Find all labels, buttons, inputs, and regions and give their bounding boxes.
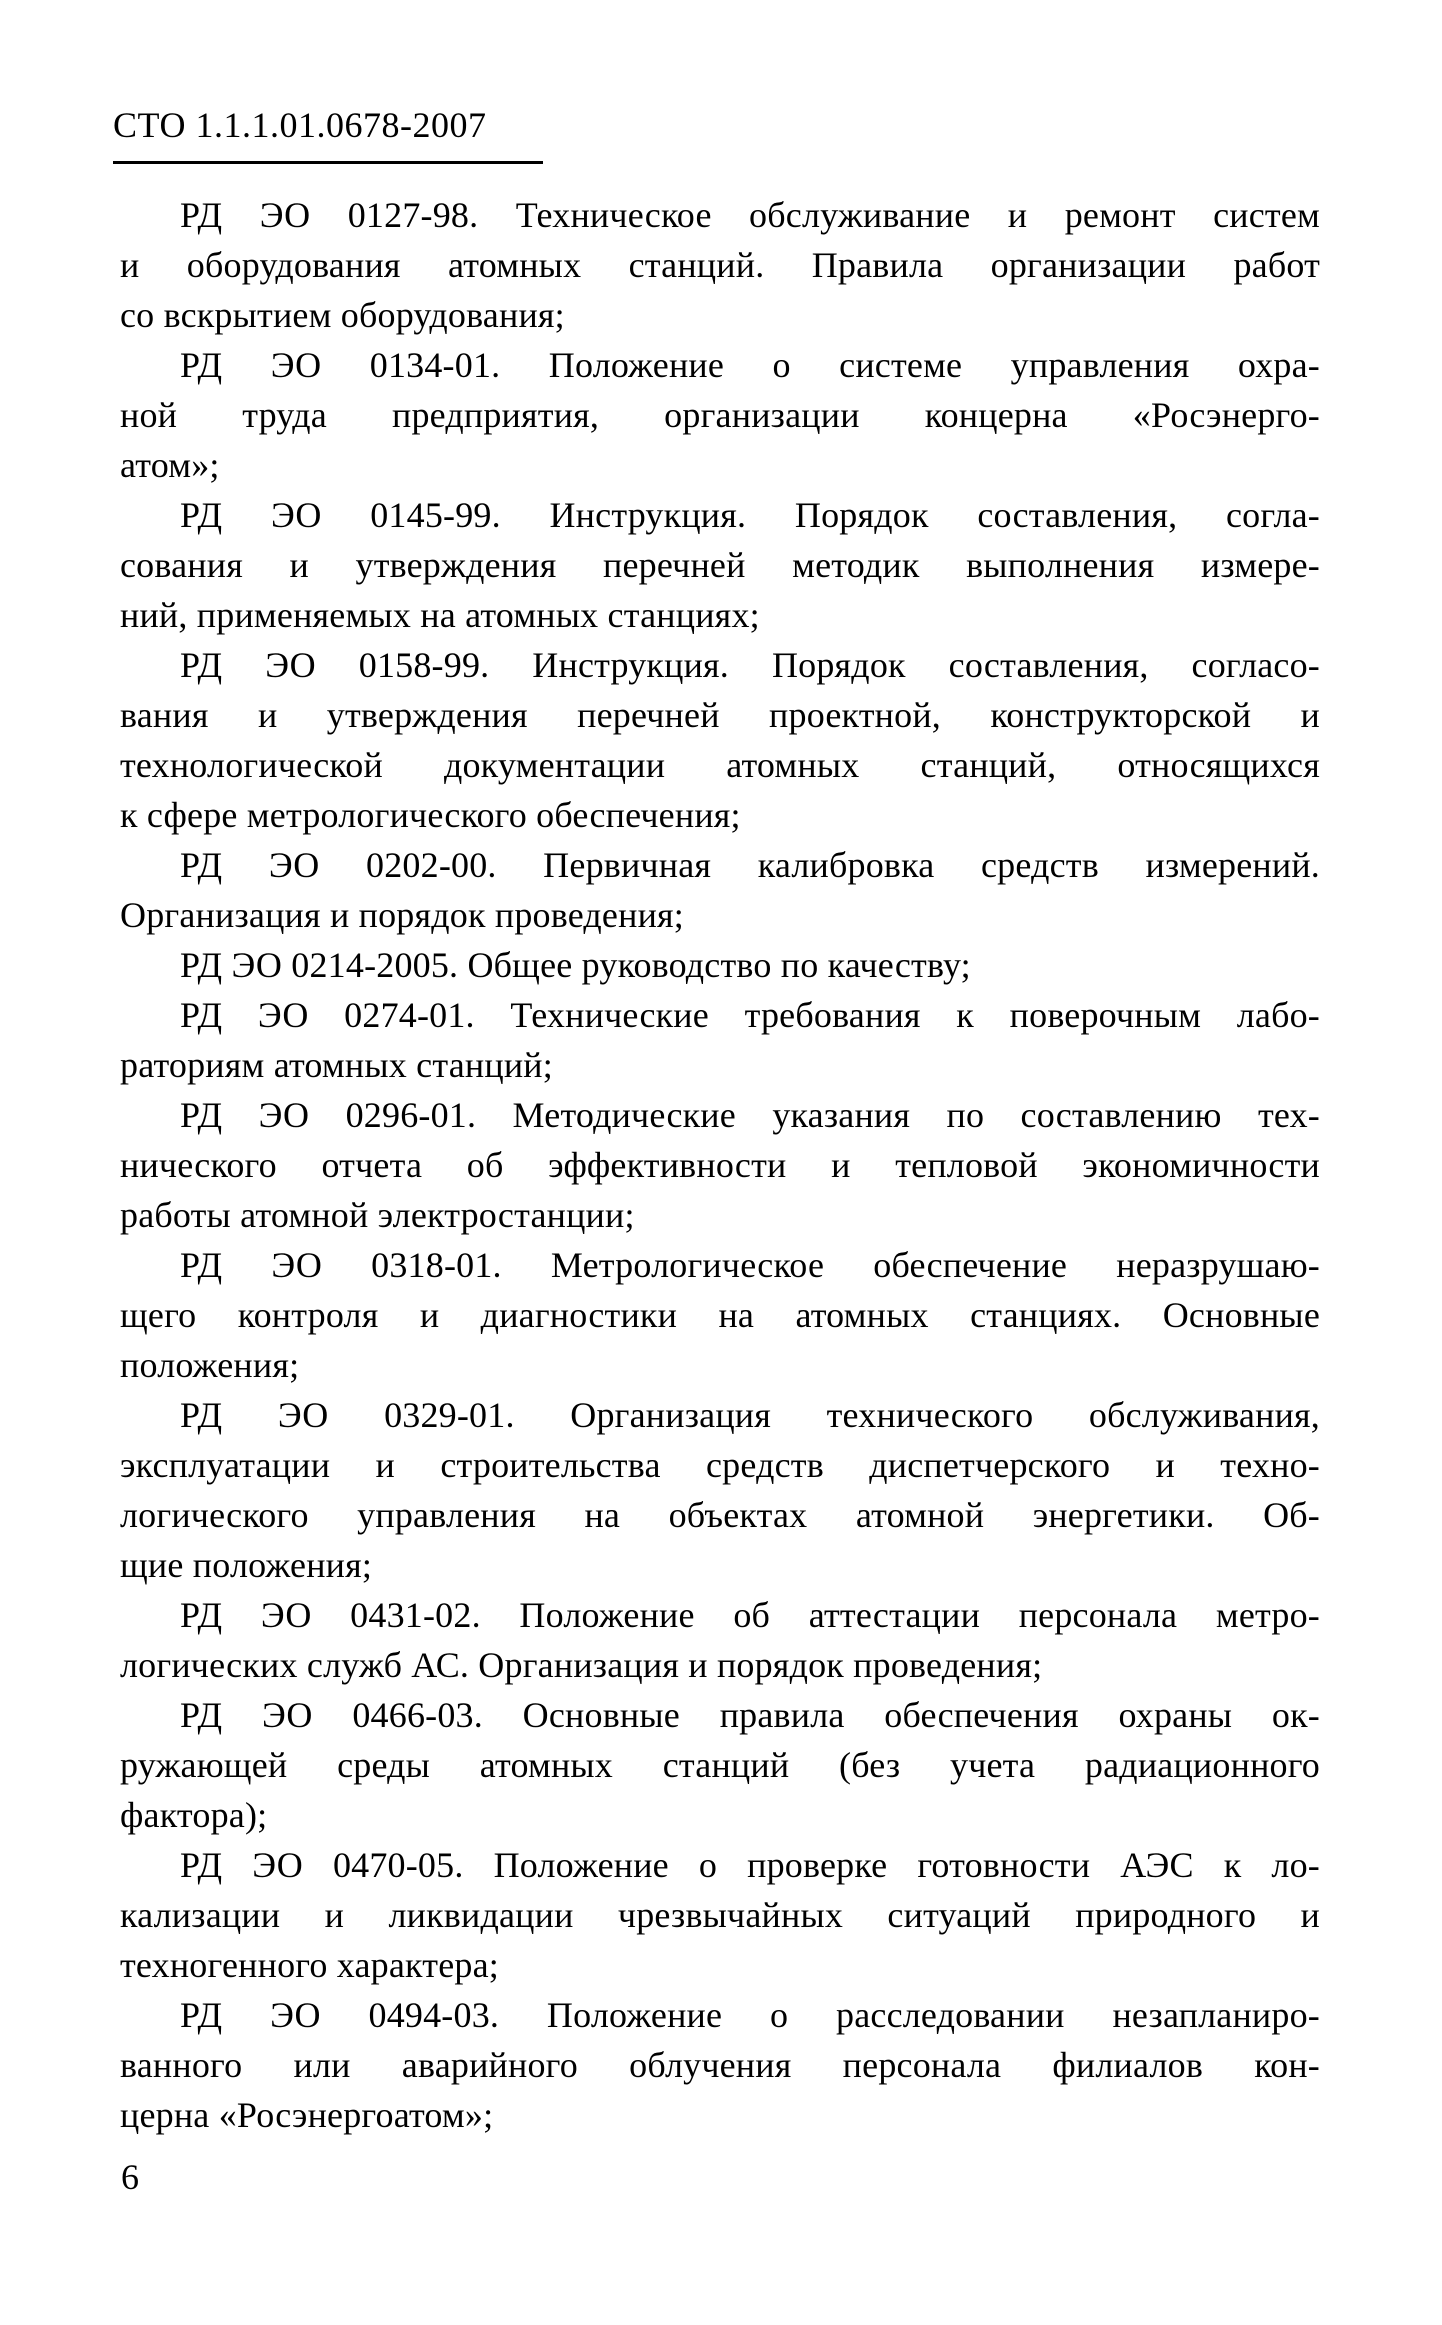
rd-reference-paragraph bbox=[120, 340, 1320, 490]
rd-reference-paragraph bbox=[120, 1590, 1320, 1690]
text-line: РД ЭО 0318-01. Метрологическое обеспечение неразрушаю- bbox=[180, 1245, 1320, 1285]
text-line: ванного или аварийного облучения персонала филиалов кон- bbox=[120, 2045, 1320, 2085]
text-line: кализации и ликвидации чрезвычайных ситуаций природного и bbox=[120, 1895, 1320, 1935]
text-line: нического отчета об эффективности и тепловой экономичности bbox=[120, 1145, 1320, 1185]
text-line: церна «Росэнергоатом»; bbox=[120, 2095, 494, 2135]
text-line: РД ЭО 0145-99. Инструкция. Порядок составления, согла- bbox=[180, 495, 1320, 535]
rd-reference-paragraph bbox=[120, 190, 1320, 340]
text-line: работы атомной электростанции; bbox=[120, 1195, 635, 1235]
rd-reference-paragraph bbox=[120, 990, 1320, 1090]
text-line: РД ЭО 0329-01. Организация технического обслуживания, bbox=[180, 1395, 1320, 1435]
header-rule bbox=[113, 161, 543, 164]
document-code-header: СТО 1.1.1.01.0678-2007 bbox=[113, 105, 487, 145]
rd-reference-paragraph bbox=[120, 1690, 1320, 1840]
rd-reference-paragraph bbox=[120, 1390, 1320, 1590]
text-line: ний, применяемых на атомных станциях; bbox=[120, 595, 760, 635]
text-line: РД ЭО 0274-01. Технические требования к поверочным лабо- bbox=[180, 995, 1320, 1035]
text-line: РД ЭО 0202-00. Первичная калибровка средств измерений. bbox=[180, 845, 1320, 885]
text-line: сования и утверждения перечней методик выполнения измере- bbox=[120, 545, 1320, 585]
text-line: РД ЭО 0296-01. Методические указания по составлению тех- bbox=[180, 1095, 1320, 1135]
text-line: атом»; bbox=[120, 445, 220, 485]
text-line: РД ЭО 0214-2005. Общее руководство по качеству; bbox=[180, 945, 971, 985]
text-line: технологической документации атомных станций, относящихся bbox=[120, 745, 1320, 785]
text-line: РД ЭО 0134-01. Положение о системе управления охра- bbox=[180, 345, 1320, 385]
rd-reference-paragraph bbox=[120, 940, 1320, 990]
text-line: эксплуатации и строительства средств диспетчерского и техно- bbox=[120, 1445, 1320, 1485]
text-line: вания и утверждения перечней проектной, конструкторской и bbox=[120, 695, 1320, 735]
text-line: щего контроля и диагностики на атомных станциях. Основные bbox=[120, 1295, 1320, 1335]
text-line: логического управления на объектах атомной энергетики. Об- bbox=[120, 1495, 1320, 1535]
rd-reference-paragraph bbox=[120, 640, 1320, 840]
text-line: РД ЭО 0470-05. Положение о проверке готовности АЭС к ло- bbox=[180, 1845, 1320, 1885]
text-line: раториям атомных станций; bbox=[120, 1045, 553, 1085]
rd-reference-paragraph bbox=[120, 1840, 1320, 1990]
text-line: РД ЭО 0494-03. Положение о расследовании незапланиро- bbox=[180, 1995, 1320, 2035]
text-line: РД ЭО 0127-98. Техническое обслуживание и ремонт систем bbox=[180, 195, 1320, 235]
rd-reference-paragraph bbox=[120, 840, 1320, 940]
text-line: РД ЭО 0158-99. Инструкция. Порядок составления, согласо- bbox=[180, 645, 1320, 685]
text-line: со вскрытием оборудования; bbox=[120, 295, 565, 335]
rd-reference-paragraph bbox=[120, 1990, 1320, 2140]
text-line: ной труда предприятия, организации концерна «Росэнерго- bbox=[120, 395, 1320, 435]
text-line: к сфере метрологического обеспечения; bbox=[120, 795, 741, 835]
text-line: РД ЭО 0466-03. Основные правила обеспечения охраны ок- bbox=[180, 1695, 1320, 1735]
text-line: РД ЭО 0431-02. Положение об аттестации персонала метро- bbox=[180, 1595, 1320, 1635]
rd-reference-paragraph bbox=[120, 490, 1320, 640]
page-number: 6 bbox=[121, 2157, 139, 2197]
text-line: ружающей среды атомных станций (без учета радиационного bbox=[120, 1745, 1320, 1785]
rd-reference-paragraph bbox=[120, 1240, 1320, 1390]
text-line: фактора); bbox=[120, 1795, 268, 1835]
text-line: и оборудования атомных станций. Правила организации работ bbox=[120, 245, 1320, 285]
document-body bbox=[120, 190, 1320, 2140]
rd-reference-paragraph bbox=[120, 1090, 1320, 1240]
text-line: логических служб АС. Организация и порядок проведения; bbox=[120, 1645, 1043, 1685]
text-line: Организация и порядок проведения; bbox=[120, 895, 685, 935]
text-line: положения; bbox=[120, 1345, 300, 1385]
text-line: техногенного характера; bbox=[120, 1945, 499, 1985]
text-line: щие положения; bbox=[120, 1545, 373, 1585]
